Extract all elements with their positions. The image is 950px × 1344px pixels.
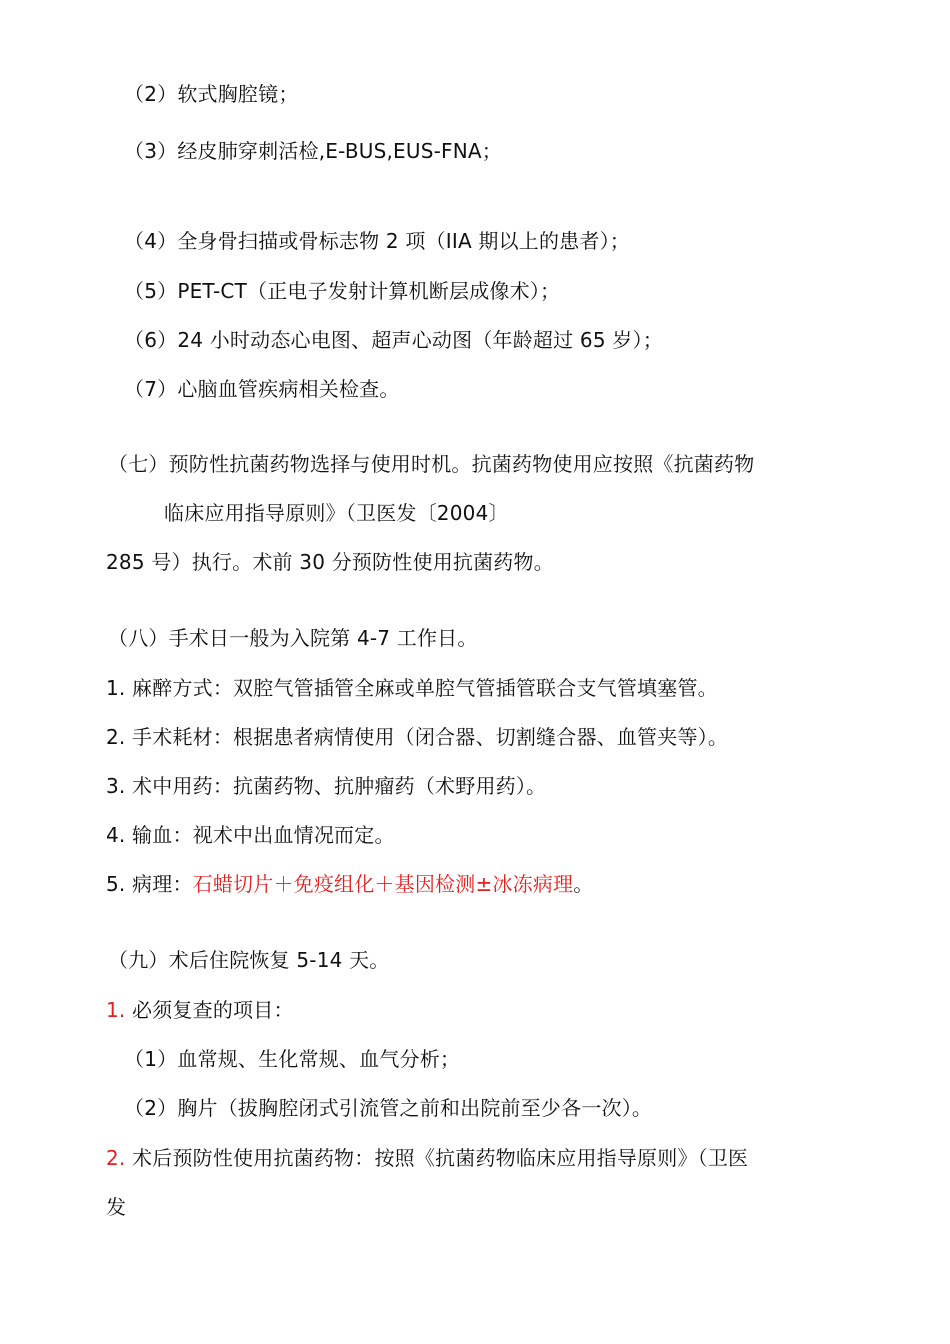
section-9-item-1	[106, 996, 294, 1024]
list-item-pet-ct: （5）PET-CT（正电子发射计算机断层成像术）；	[124, 279, 561, 303]
item-2-number: 2.	[106, 1146, 126, 1170]
section-9-item-1a: （1）血常规、生化常规、血气分析；	[124, 1047, 461, 1071]
section-9-heading: （九）术后住院恢复 5-14 天。	[108, 948, 390, 972]
section-7-line-2: 临床应用指导原则》（卫医发〔2004〕	[164, 501, 509, 525]
section-7-line-3: 285 号）执行。术前 30 分预防性使用抗菌药物。	[106, 550, 554, 574]
section-9-item-2	[106, 1144, 748, 1172]
item-2-text: 术后预防性使用抗菌药物：按照《抗菌药物临床应用指导原则》（卫医	[125, 1146, 749, 1170]
section-9-item-2-cont: 发	[106, 1195, 127, 1219]
section-8-medication: 3. 术中用药：抗菌药物、抗肿瘤药（术野用药）。	[106, 774, 547, 798]
section-8-anesthesia: 1. 麻醉方式：双腔气管插管全麻或单腔气管插管联合支气管填塞管。	[106, 676, 718, 700]
list-item-cardio-cerebro: （7）心脑血管疾病相关检查。	[124, 377, 400, 401]
section-8-transfusion: 4. 输血：视术中出血情况而定。	[106, 823, 395, 847]
list-item-soft-thoracoscope: （2）软式胸腔镜；	[124, 82, 299, 106]
section-8-pathology	[106, 870, 593, 898]
item-1-text: 必须复查的项目：	[125, 998, 294, 1022]
section-9-item-1b: （2）胸片（拔胸腔闭式引流管之前和出院前至少各一次）。	[124, 1096, 653, 1120]
list-item-ecg: （6）24 小时动态心电图、超声心动图（年龄超过 65 岁）；	[124, 328, 663, 352]
section-8-heading: （八）手术日一般为入院第 4-7 工作日。	[108, 626, 478, 650]
section-8-consumables: 2. 手术耗材：根据患者病情使用（闭合器、切割缝合器、血管夹等）。	[106, 725, 729, 749]
pathology-highlight: 石蜡切片＋免疫组化＋基因检测±冰冻病理	[192, 872, 574, 896]
section-7-heading: （七）预防性抗菌药物选择与使用时机。抗菌药物使用应按照《抗菌药物	[108, 452, 755, 476]
item-1-number: 1.	[106, 998, 126, 1022]
list-item-biopsy: （3）经皮肺穿刺活检,E-BUS,EUS-FNA；	[124, 139, 502, 163]
pathology-label: 5. 病理：	[106, 872, 193, 896]
list-item-bone-scan: （4）全身骨扫描或骨标志物 2 项（IIA 期以上的患者）；	[124, 229, 630, 253]
pathology-end: 。	[573, 872, 594, 896]
